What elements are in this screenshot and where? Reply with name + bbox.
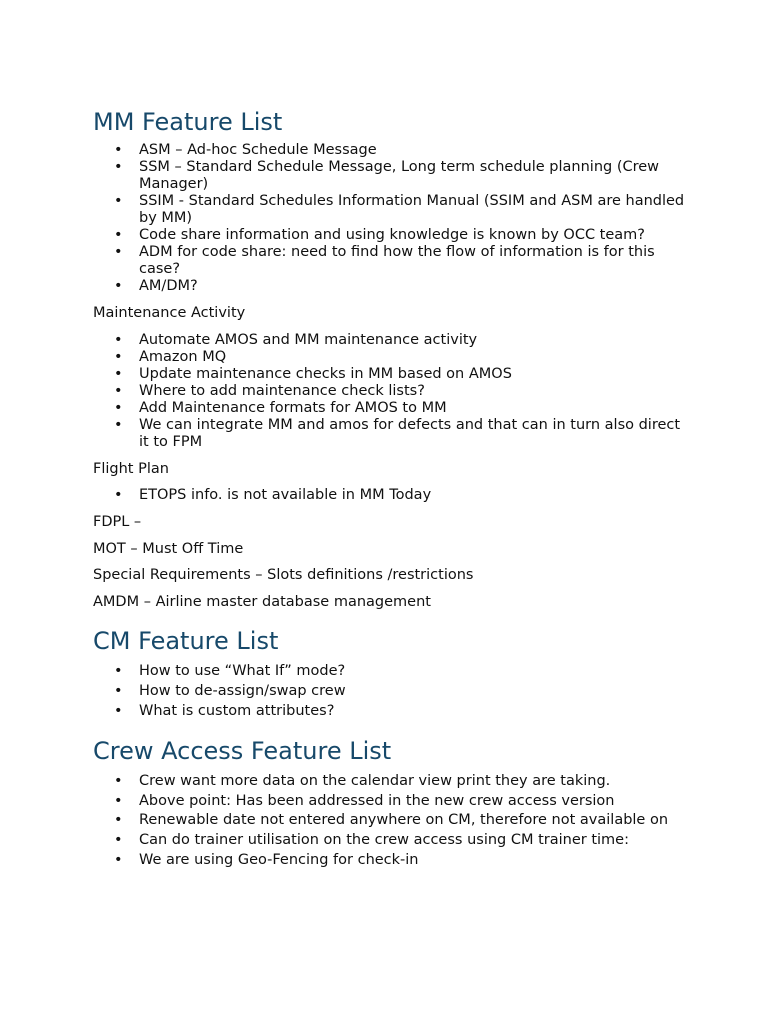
list-item: • We can integrate MM and amos for defects and that can in turn also direct it to FPM [93,417,693,451]
maintenance-activity-label: Maintenance Activity [93,305,246,321]
list-item: • Add Maintenance formats for AMOS to MM [93,400,693,417]
note-mot: MOT – Must Off Time [93,540,244,557]
mm-feature-list [93,142,693,295]
list-item: • Where to add maintenance check lists? [93,383,693,400]
flight-plan-label: Flight Plan [93,460,169,477]
note-fdpl: FDPL – [93,514,142,530]
list-item: • ADM for code share: need to find how the flow of information is for this case? [93,244,693,278]
flight-plan-list [93,487,693,504]
list-item: • Update maintenance checks in MM based on AMOS [93,366,693,383]
mm-feature-list-heading: MM Feature List [93,108,283,136]
list-item: • SSIM - Standard Schedules Information Manual (SSIM and ASM are handled by MM) [93,193,693,227]
list-item: • Crew want more data on the calendar view print they are taking. [93,771,693,791]
list-item: • SSM – Standard Schedule Message, Long term schedule planning (Crew Manager) [93,159,693,193]
list-item: • Renewable date not entered anywhere on CM, therefore not available on [93,811,693,830]
list-item: • Code share information and using knowledge is known by OCC team? [93,227,693,244]
list-item: • Automate AMOS and MM maintenance activity [93,332,693,349]
list-item: • AM/DM? [93,278,693,295]
list-item: • Can do trainer utilisation on the crew access using CM trainer time: [93,830,693,850]
list-item: • ETOPS info. is not available in MM Today [93,487,693,504]
cm-feature-list-heading: CM Feature List [93,627,279,655]
list-item: • We are using Geo-Fencing for check-in [93,850,693,870]
list-item: • Above point: Has been addressed in the new crew access version [93,791,693,811]
crew-access-feature-list-heading: Crew Access Feature List [93,737,392,765]
list-item: • Amazon MQ [93,349,693,366]
note-amdm: AMDM – Airline master database management [93,593,431,610]
note-special-requirements: Special Requirements – Slots definitions /restrictions [93,567,474,583]
list-item: • How to use “What If” mode? [93,661,693,681]
maintenance-activity-list [93,332,693,451]
list-item: • ASM – Ad-hoc Schedule Message [93,142,693,159]
list-item: • How to de-assign/swap crew [93,681,693,701]
cm-feature-list [93,661,693,721]
crew-access-feature-list [93,771,693,870]
document-content [93,106,693,880]
list-item: • What is custom attributes? [93,701,693,721]
